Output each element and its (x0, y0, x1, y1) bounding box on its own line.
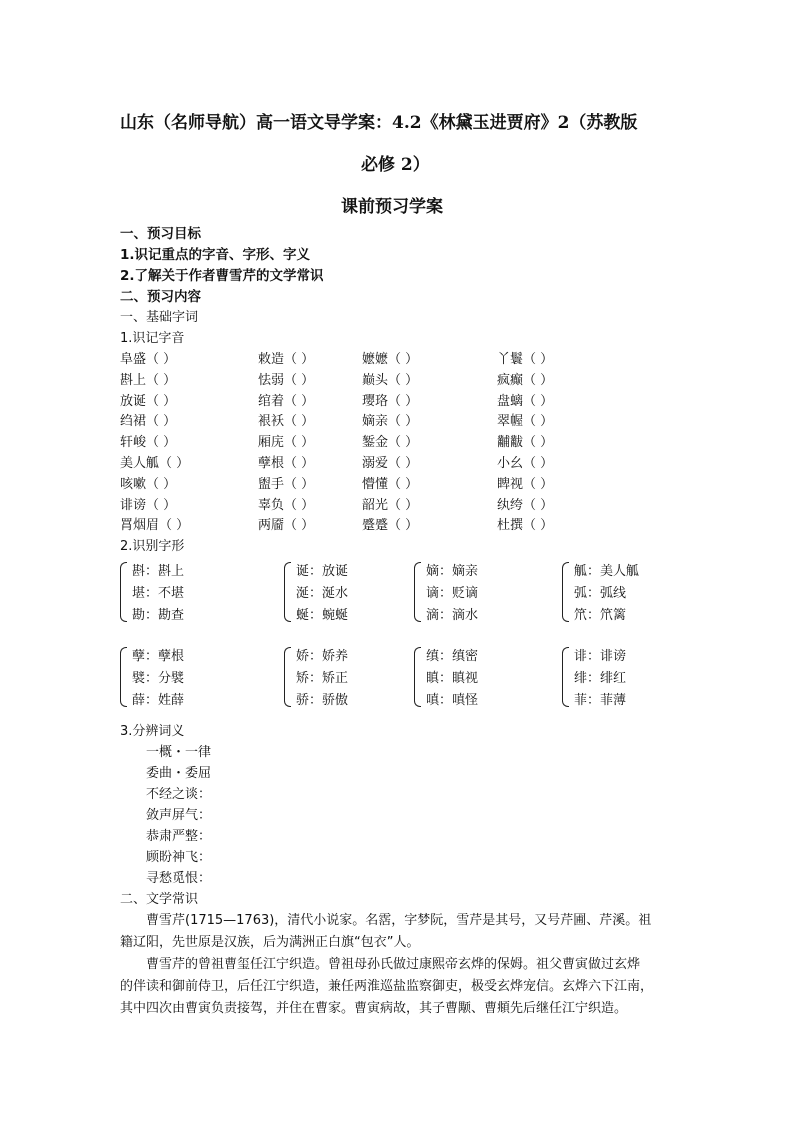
pronunciation-item: 嫡亲（ ） (362, 414, 419, 430)
pronunciation-item: 敕造（ ） (258, 352, 315, 367)
meaning-item: 一概・一律 (146, 745, 212, 760)
glyph-group (562, 560, 672, 626)
pronunciation-item: 美人觚（ ） (120, 456, 190, 471)
glyph-entry: 绯：绯红 (574, 671, 627, 686)
brace (120, 562, 127, 622)
glyph-entry: 滴：滴水 (426, 608, 479, 623)
pronunciation-item: 绉裙（ ） (120, 414, 177, 430)
pronunciation-item: 阜盛（ ） (120, 352, 177, 367)
pronunciation-item: 盘螭（ ） (497, 393, 554, 409)
glyph-entry: 嫡：嫡亲 (426, 564, 479, 579)
glyph-entry: 笊：笊篱 (574, 608, 627, 623)
pronunciation-item: 两靥（ ） (258, 518, 315, 534)
para1-line2: 籍辽阳，先世原是汉族，后为满洲正白旗“包衣”人。 (120, 935, 420, 950)
pronunciation-item: 丫鬟（ ） (497, 352, 554, 367)
glyph-group (284, 645, 394, 711)
pronunciation-item: 轩峻（ ） (120, 435, 177, 451)
pronunciation-item: 翠幄（ ） (497, 414, 554, 430)
brace (284, 562, 291, 622)
goal-1: 1.识记重点的字音、字形、字义 (120, 247, 311, 263)
goal-2: 2.了解关于作者曹雪芹的文学常识 (120, 268, 324, 284)
pronunciation-item: 盥手（ ） (258, 476, 315, 492)
pronunciation-item: 绾着（ ） (258, 393, 315, 409)
brace (284, 647, 291, 707)
pronunciation-item: 小幺（ ） (497, 456, 554, 471)
pronunciation-item: 嬷嬷（ ） (362, 352, 419, 367)
glyph-entry: 堪：不堪 (132, 586, 185, 601)
pronunciation-item: 黼黻（ ） (497, 435, 554, 451)
pronunciation-item: 诽谤（ ） (120, 497, 177, 513)
brace (562, 647, 569, 707)
meaning-item: 寻愁觅恨： (146, 871, 212, 886)
glyph-entry: 缜：缜密 (426, 649, 479, 664)
pronunciation-heading: 1.识记字音 (120, 331, 185, 346)
meaning-item: 敛声屏气： (146, 808, 212, 823)
glyph-group (562, 645, 672, 711)
glyph-entry: 矫：矫正 (296, 671, 349, 686)
pronunciation-item: 咳嗽（ ） (120, 476, 177, 492)
pronunciation-item: 璎珞（ ） (362, 393, 419, 409)
glyph-entry: 骄：骄傲 (296, 693, 349, 708)
pronunciation-item: 罥烟眉（ ） (120, 518, 190, 534)
glyph-entry: 诽：诽谤 (574, 649, 627, 664)
glyph-heading: 2.识别字形 (120, 539, 185, 554)
glyph-entry: 襞：分襞 (132, 671, 185, 686)
glyph-group (284, 560, 394, 626)
meaning-heading: 3.分辨词义 (120, 724, 185, 739)
glyph-entry: 谪：贬谪 (426, 586, 479, 601)
pronunciation-item: 錾金（ ） (362, 435, 419, 451)
glyph-entry: 蜒：蜿蜒 (296, 608, 349, 623)
section-title: 课前预习学案 (341, 197, 443, 217)
meaning-item: 恭肃严整： (146, 829, 212, 844)
pronunciation-item: 放诞（ ） (120, 393, 177, 409)
meaning-item: 顾盼神飞： (146, 850, 212, 865)
pronunciation-item: 杜撰（ ） (497, 518, 554, 534)
pronunciation-item: 疯癫（ ） (497, 372, 554, 388)
glyph-entry: 孽：孽根 (132, 649, 185, 664)
brace (414, 647, 421, 707)
glyph-entry: 娇：娇养 (296, 649, 349, 664)
pronunciation-item: 蹙蹙（ ） (362, 518, 419, 534)
literary-heading: 二、文学常识 (120, 892, 199, 907)
pronunciation-item: 溺爱（ ） (362, 456, 419, 471)
glyph-group (120, 560, 230, 626)
glyph-entry: 勘：勘查 (132, 608, 185, 623)
basic-words-heading: 一、基础字词 (120, 310, 199, 325)
glyph-entry: 薛：姓薛 (132, 693, 185, 708)
brace (414, 562, 421, 622)
brace (120, 647, 127, 707)
glyph-entry: 觚：美人觚 (574, 564, 640, 579)
doc-title-line2: 必修 2） (361, 155, 430, 175)
pronunciation-item: 斟上（ ） (120, 372, 177, 388)
doc-title-line1: 山东（名师导航）高一语文导学案：4.2《林黛玉进贾府》2（苏教版 (120, 113, 638, 133)
para2-line2: 的伴读和御前侍卫，后任江宁织造，兼任两淮巡盐监察御吏，极受玄烨宠信。玄烨六下江南， (120, 979, 654, 994)
preview-goals-heading: 一、预习目标 (120, 226, 201, 242)
pronunciation-item: 懵懂（ ） (362, 476, 419, 492)
glyph-group (414, 560, 524, 626)
glyph-entry: 斟：斟上 (132, 564, 185, 579)
brace (562, 562, 569, 622)
para2-line1: 曹雪芹的曾祖曹玺任江宁织造。曾祖母孙氏做过康熙帝玄烨的保姆。祖父曹寅做过玄烨 (146, 957, 641, 972)
meaning-item: 不经之谈： (146, 787, 212, 802)
pronunciation-item: 怯弱（ ） (258, 372, 315, 388)
glyph-entry: 诞：放诞 (296, 564, 349, 579)
meaning-item: 委曲・委屈 (146, 766, 212, 781)
glyph-entry: 瞋：瞋视 (426, 671, 479, 686)
glyph-entry: 嗔：嗔怪 (426, 693, 479, 708)
pronunciation-item: 辜负（ ） (258, 497, 315, 513)
pronunciation-item: 睥视（ ） (497, 476, 554, 492)
pronunciation-item: 巅头（ ） (362, 372, 419, 388)
para1-line1: 曹雪芹(1715—1763)，清代小说家。名霑，字梦阮，雪芹是其号，又号芹圃、芹溪。祖 (146, 913, 652, 928)
pronunciation-item: 纨绔（ ） (497, 497, 554, 513)
pronunciation-item: 孽根（ ） (258, 456, 315, 471)
glyph-entry: 弧：弧线 (574, 586, 627, 601)
pronunciation-item: 厢庑（ ） (258, 435, 315, 451)
pronunciation-item: 裉袄（ ） (258, 414, 315, 430)
para2-line3: 其中四次由曹寅负责接驾，并住在曹家。曹寅病故，其子曹颙、曹頫先后继任江宁织造。 (120, 1001, 628, 1016)
pronunciation-item: 韶光（ ） (362, 497, 419, 513)
preview-content-heading: 二、预习内容 (120, 289, 201, 305)
glyph-entry: 菲：菲薄 (574, 693, 627, 708)
glyph-group (414, 645, 524, 711)
glyph-group (120, 645, 230, 711)
glyph-entry: 涎：涎水 (296, 586, 349, 601)
